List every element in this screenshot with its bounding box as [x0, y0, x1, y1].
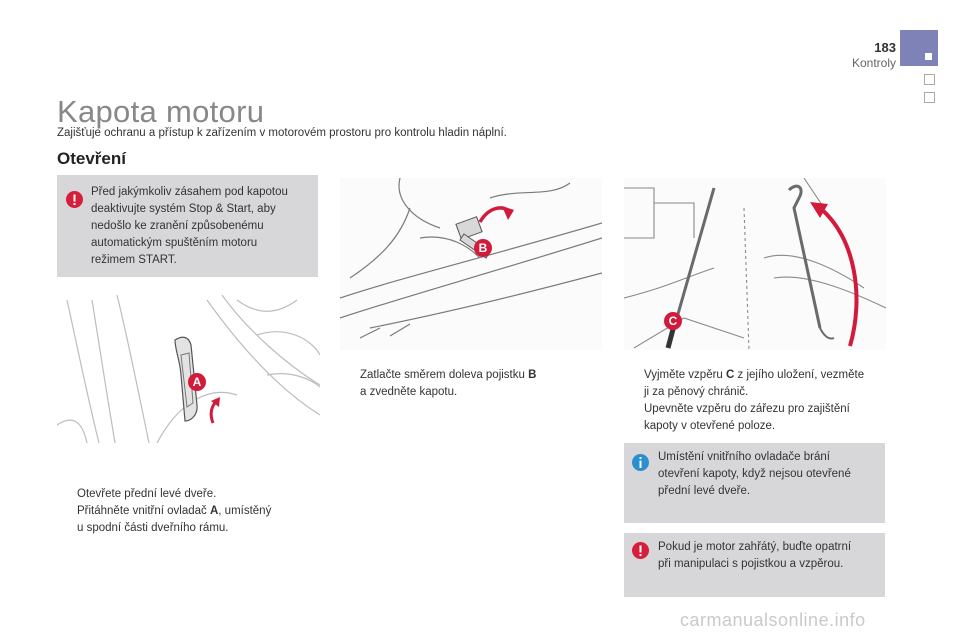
watermark: carmanualsonline.info: [680, 610, 866, 630]
warning-note-hot-engine: [624, 533, 885, 597]
list-item: Přitáhněte vnitřní ovladač A, umístěný u spodní části dveřního rámu.: [77, 505, 272, 534]
warning-icon: [66, 191, 83, 208]
page-number: 183: [874, 40, 896, 55]
figure-hood-safety-catch: [340, 178, 602, 350]
chapter-tab-active[interactable]: [900, 30, 938, 66]
page-subtitle: Zajišťuje ochranu a přístup k zařízením v motorovém prostoru pro kontrolu hladin náplní.: [57, 127, 507, 139]
warning-note-stop-start: [57, 175, 318, 277]
steps-col2: [342, 367, 602, 401]
label-a-badge: A: [188, 373, 206, 391]
chapter-tab-empty[interactable]: [924, 74, 935, 85]
chapter-tab-marker: [925, 53, 932, 60]
section-name: Kontroly: [851, 56, 896, 70]
info-note-door-interlock: [624, 443, 885, 523]
figure-door-release-lever: [57, 295, 320, 443]
steps-col1: [59, 486, 319, 537]
warning-icon: [632, 542, 649, 559]
figure-hood-stay: [624, 178, 886, 350]
warning-text: Před jakýmkoliv zásahem pod kapotou deaktivujte systém Stop & Start, aby nedošlo ke zranění způsobenému automatickým spuštěním motoru režimem START.: [91, 186, 288, 266]
chapter-tab-empty[interactable]: [924, 92, 935, 103]
page-title: Kapota motoru: [57, 94, 265, 129]
list-item: Zatlačte směrem doleva pojistku B a zvedněte kapotu.: [360, 369, 537, 398]
section-heading: Otevření: [57, 149, 126, 168]
list-item: Upevněte vzpěru do zářezu pro zajištění kapoty v otevřené poloze.: [644, 403, 850, 432]
info-text: Umístění vnitřního ovladače brání otevření kapoty, když nejsou otevřené přední levé dveře.: [658, 451, 851, 497]
warning-text: Pokud je motor zahřátý, buďte opatrní při manipulaci s pojistkou a vzpěrou.: [658, 541, 852, 570]
list-item: Otevřete přední levé dveře.: [77, 488, 217, 500]
steps-col3: [626, 367, 888, 435]
label-b-badge: B: [474, 239, 492, 257]
info-icon: [632, 454, 649, 471]
list-item: Vyjměte vzpěru C z jejího uložení, vezměte ji za pěnový chránič.: [644, 369, 865, 398]
label-c-badge: C: [664, 312, 682, 330]
